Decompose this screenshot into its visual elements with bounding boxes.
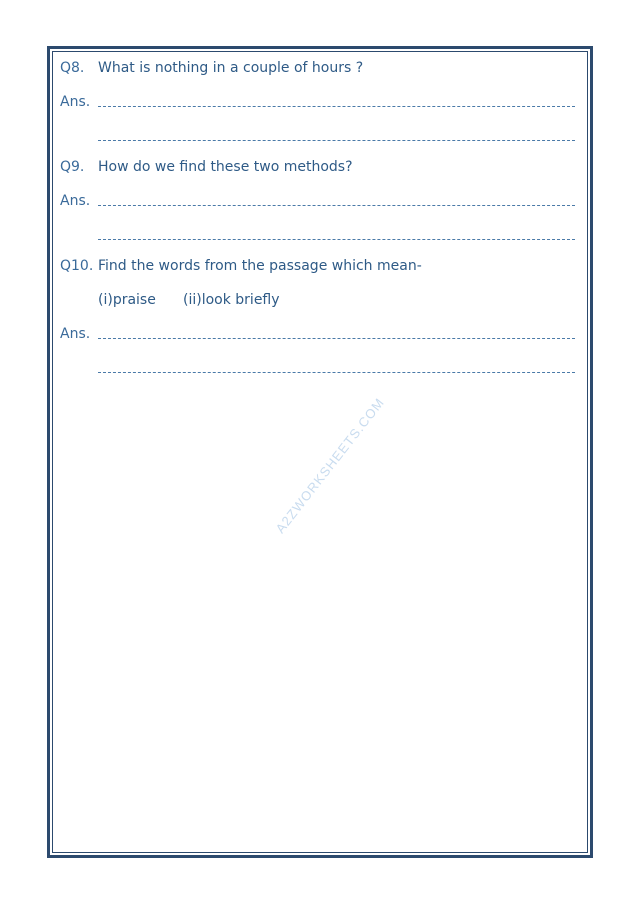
answer-label: Ans. [60, 326, 91, 342]
question-q9 [53, 159, 587, 181]
worksheet-border [47, 46, 593, 858]
watermark: A2ZWORKSHEETS.COM [272, 394, 388, 536]
answer-row-q10 [53, 326, 587, 348]
question-number: Q8. [60, 60, 85, 76]
answer-line[interactable] [98, 239, 575, 240]
worksheet-inner-border [52, 51, 588, 853]
question-text: Find the words from the passage which mean- [98, 258, 422, 274]
answer-label: Ans. [60, 193, 91, 209]
answer-line[interactable] [98, 372, 575, 373]
answer-line[interactable] [98, 140, 575, 141]
answer-line[interactable] [98, 205, 575, 206]
answer-row-q8 [53, 94, 587, 116]
answer-line[interactable] [98, 106, 575, 107]
sub-item-look-briefly: (ii)look briefly [183, 292, 280, 308]
answer-label: Ans. [60, 94, 91, 110]
sub-items-q10 [53, 292, 587, 314]
question-text: What is nothing in a couple of hours ? [98, 60, 364, 76]
sub-item-praise: (i)praise [98, 292, 156, 308]
question-number: Q9. [60, 159, 85, 175]
question-q8 [53, 60, 587, 82]
answer-line[interactable] [98, 338, 575, 339]
question-number: Q10. [60, 258, 94, 274]
question-q10 [53, 258, 587, 280]
answer-row-q9 [53, 193, 587, 215]
question-text: How do we find these two methods? [98, 159, 353, 175]
